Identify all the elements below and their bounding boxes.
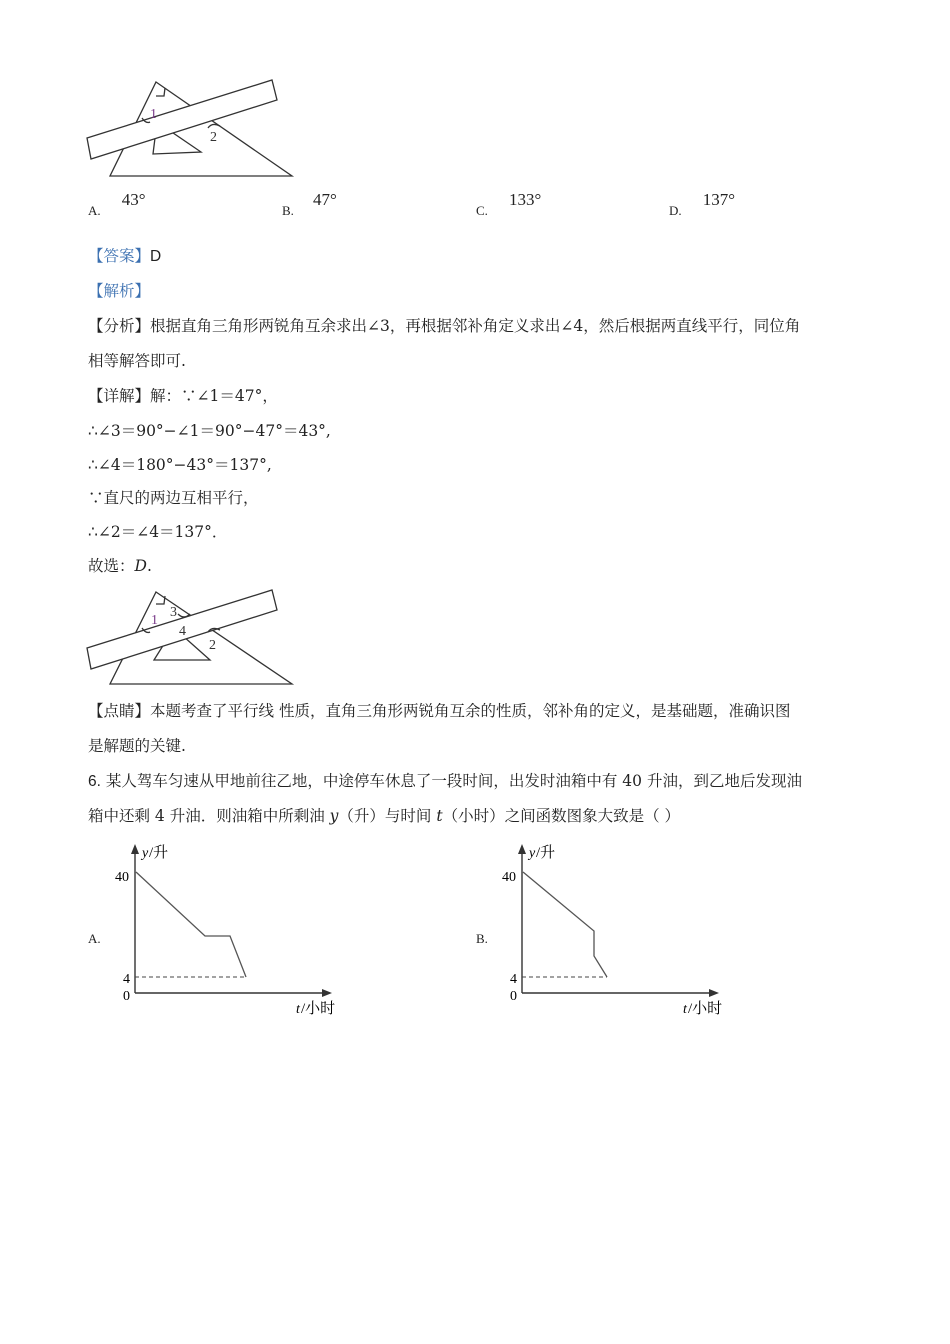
analysis-head: 【分析】 <box>88 317 151 335</box>
choice-prefix: 故选： <box>88 557 135 575</box>
option-d-letter: D. <box>669 203 682 218</box>
comment-head: 【点睛】 <box>88 702 151 720</box>
analysis-tag: 【解析】 <box>88 282 151 300</box>
q6-var-t: t <box>436 807 443 825</box>
angle-2-arc <box>208 124 220 128</box>
option-c[interactable] <box>476 190 542 220</box>
angle-label-1: 1 <box>150 107 157 122</box>
graph-a-y-arrow-icon <box>131 844 139 854</box>
right-angle-mark <box>156 88 165 96</box>
graph-b-x-var: t <box>683 1002 687 1017</box>
detail-line-1 <box>88 386 278 406</box>
ruler <box>87 80 277 159</box>
graph-a-tick-4: 4 <box>123 972 130 987</box>
graph-a-fuel-line <box>136 872 246 977</box>
sol-angle-label-3: 3 <box>170 605 177 620</box>
choice-letter: D <box>134 557 147 575</box>
graph-a-tick-40: 40 <box>115 870 129 885</box>
option-d[interactable] <box>669 190 736 220</box>
graph-b-fuel-line <box>523 872 607 977</box>
choice-line <box>88 556 152 576</box>
graph-a-y-var: y <box>142 846 149 861</box>
q6-graph-a[interactable] <box>110 838 350 1024</box>
q6-var-y: y <box>329 807 339 825</box>
graph-a-x-var: t <box>296 1002 300 1017</box>
graph-b-tick-40: 40 <box>502 870 516 885</box>
option-b-letter: B. <box>282 203 294 218</box>
answer-value: D <box>150 248 162 265</box>
q6-stem-line-2 <box>88 806 680 826</box>
sol-angle-label-2: 2 <box>209 638 216 653</box>
q6-option-a-letter[interactable]: A. <box>88 931 101 946</box>
answer-line <box>88 246 161 267</box>
analysis-text-1: 根据直角三角形两锐角互余求出∠3，再根据邻补角定义求出∠4，然后根据两直线平行，同位角 <box>150 317 801 335</box>
angle-label-2: 2 <box>210 130 217 145</box>
sol-angle-label-4: 4 <box>179 624 186 639</box>
graph-b-y-unit: /升 <box>536 845 556 861</box>
graph-b-tick-0: 0 <box>510 989 517 1004</box>
graph-b-y-arrow-icon <box>518 844 526 854</box>
option-c-letter: C. <box>476 203 488 218</box>
q6-stem-text-2b: （升）与时间 <box>338 807 437 825</box>
graph-b-tick-4: 4 <box>510 972 517 987</box>
option-d-value: 137° <box>702 190 736 209</box>
detail-line-4: ∵直尺的两边互相平行， <box>88 489 259 507</box>
q5-figure <box>84 78 304 182</box>
q6-option-b-letter[interactable]: B. <box>476 931 488 946</box>
q6-number: 6. <box>88 773 101 790</box>
analysis-line-1 <box>88 316 800 336</box>
graph-a-x-arrow-icon <box>322 989 332 997</box>
q6-graph-b[interactable] <box>497 838 737 1024</box>
graph-b-y-var: y <box>529 846 536 861</box>
answer-tag: 【答案】 <box>88 247 151 265</box>
detail-text-1: 解：∵∠1＝47°， <box>150 387 278 405</box>
q6-stem-line-1 <box>88 771 802 792</box>
detail-head: 【详解】 <box>88 387 151 405</box>
option-a[interactable] <box>88 190 146 220</box>
option-a-letter: A. <box>88 203 101 218</box>
graph-b-x-unit: /小时 <box>688 1001 723 1017</box>
graph-a-y-unit: /升 <box>149 845 169 861</box>
detail-line-5: ∴∠2＝∠4＝137°． <box>88 523 228 541</box>
q6-stem-text-1: 某人驾车匀速从甲地前往乙地，中途停车休息了一段时间，出发时油箱中有 40 升油，到乙地后发现油 <box>100 772 802 790</box>
option-c-value: 133° <box>509 190 542 209</box>
q6-stem-text-2c: （小时）之间函数图象大致是（ ） <box>442 807 681 825</box>
sol-angle-label-1: 1 <box>151 613 158 628</box>
comment-text-1: 本题考查了平行线 性质，直角三角形两锐角互余的性质，邻补角的定义，是基础题，准确识图 <box>150 702 791 720</box>
graph-b-x-arrow-icon <box>709 989 719 997</box>
option-b[interactable] <box>282 190 337 220</box>
q6-stem-text-2a: 箱中还剩 4 升油．则油箱中所剩油 <box>88 807 330 825</box>
q5-solution-figure <box>84 588 304 688</box>
choice-suffix: . <box>146 557 152 575</box>
comment-line-1 <box>88 701 790 721</box>
analysis-line-2: 相等解答即可. <box>88 352 186 370</box>
option-b-value: 47° <box>313 190 337 209</box>
graph-a-tick-0: 0 <box>123 989 130 1004</box>
graph-a-x-unit: /小时 <box>301 1001 336 1017</box>
detail-line-3: ∴∠4＝180°−43°＝137°, <box>88 456 272 474</box>
option-a-value: 43° <box>121 190 146 209</box>
comment-line-2: 是解题的关键. <box>88 737 186 755</box>
detail-line-2: ∴∠3＝90°−∠1＝90°−47°＝43°, <box>88 422 331 440</box>
